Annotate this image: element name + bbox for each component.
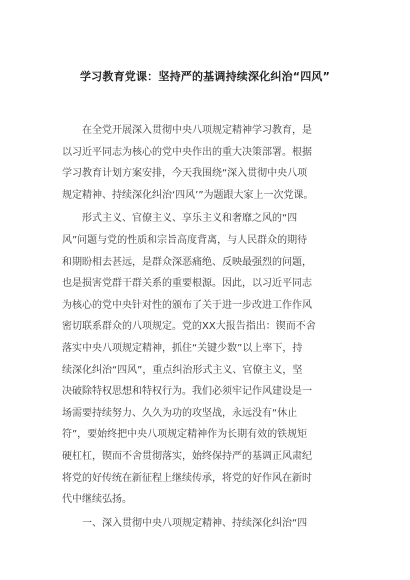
paragraph-line: 将党的好传统在新征程上继续传承，将党的好作风在新时 — [62, 472, 312, 484]
paragraph-line: 场需要持续努力、久久为功的攻坚战，永远没有“休止 — [62, 407, 298, 419]
paragraph-line: 学习教育计划方案安排，今天我围绕“深入贯彻中央八项 — [62, 168, 308, 180]
paragraph-line: 风”问题与党的性质和宗旨高度背离，与人民群众的期待 — [62, 234, 308, 246]
paragraph-line: 形式主义、官僚主义、享乐主义和奢靡之风的“四 — [82, 213, 298, 225]
paragraph-line: 决破除特权思想和特权行为。我们必须牢记作风建设是一 — [62, 386, 312, 398]
paragraph-line: 规定精神、持续深化纠治‘四风’”为题跟大家上一次党课。 — [62, 189, 314, 201]
paragraph-line: 符”，要始终把中央八项规定精神作为长期有效的铁规矩 — [62, 429, 308, 441]
paragraph-line: 落实中央八项规定精神，抓住“关键少数”以上率下，持 — [62, 342, 303, 354]
section-heading-line: 一、深入贯彻中央八项规定精神、持续深化纠治“四 — [82, 517, 308, 529]
paragraph-line: 为核心的党中央针对性的颁布了关于进一步改进工作作风 — [62, 299, 312, 311]
paragraph-line: 也是损害党群干群关系的重要根源。因此，以习近平同志 — [62, 278, 312, 290]
paragraph-line: 密切联系群众的八项规定。党的XX大报告指出：锲而不舍 — [62, 321, 316, 333]
paragraph-line: 硬杠杠，锲而不舍贯彻落实，始终保持严的基调正风肃纪 — [62, 450, 312, 462]
document-body — [62, 120, 352, 534]
paragraph-line: 和期盼相去甚远，是群众深恶痛绝、反映最强烈的问题， — [62, 256, 312, 268]
paragraph-line: 以习近平同志为核心的党中央作出的重大决策部署。根据 — [62, 146, 312, 158]
paragraph-line: 代中继续弘扬。 — [62, 494, 132, 506]
paragraph-line: 在全党开展深入贯彻中央八项规定精神学习教育，是 — [82, 125, 312, 136]
paragraph-line: 续深化纠治“四风”，重点纠治形式主义、官僚主义，坚 — [62, 364, 303, 376]
document-title: 学习教育党课：坚持严的基调持续深化纠治“四风” — [79, 70, 331, 83]
